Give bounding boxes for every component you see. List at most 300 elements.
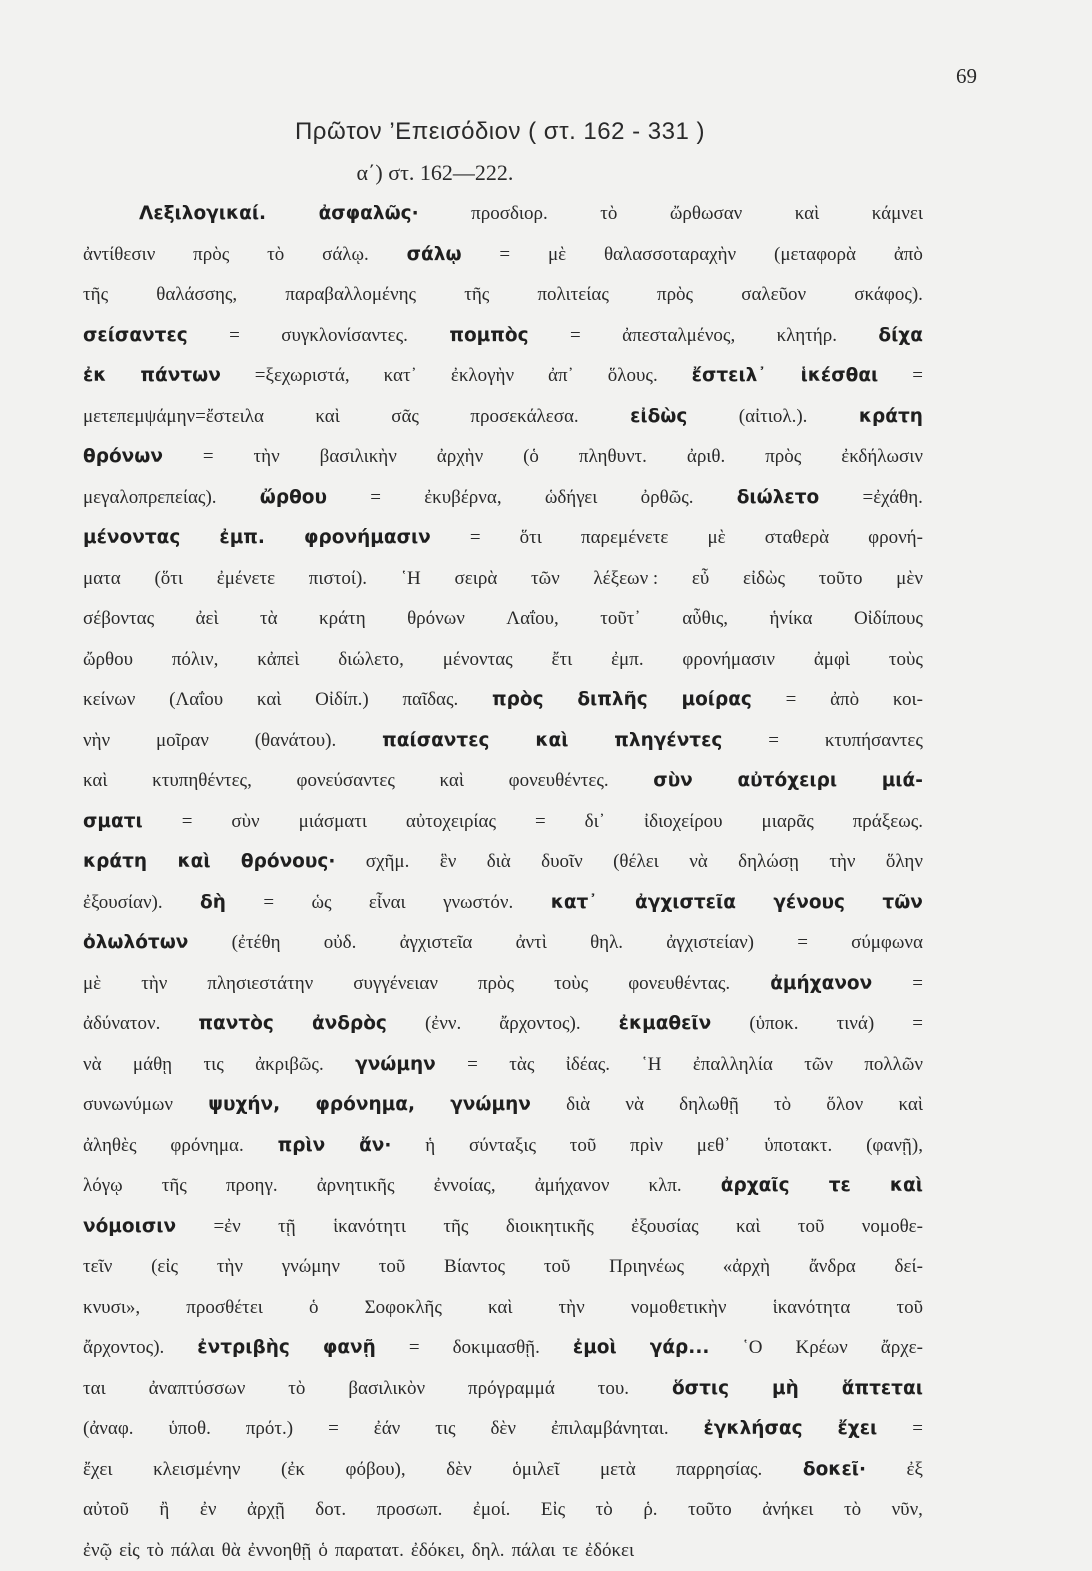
text-line (83, 437, 923, 478)
word: ῾Η (641, 1045, 661, 1086)
word: νομοθετικὴν (631, 1288, 727, 1329)
word: δυοῖν (541, 842, 583, 883)
word: ἀγχιστείαν) (666, 923, 754, 964)
word: ἀδύνατον. (83, 1004, 160, 1045)
word: = (912, 1409, 923, 1450)
word: πόλιν, (172, 640, 219, 681)
lemma: ἔστειλ᾽ (692, 356, 767, 397)
word: (Λαΐου (169, 680, 223, 721)
word: τε (562, 1531, 578, 1571)
text-line (83, 1166, 923, 1207)
word: τις (435, 1409, 455, 1450)
word: εἰδὼς (743, 559, 785, 600)
word: μὲ (83, 964, 101, 1005)
word: ἐξ (907, 1450, 923, 1491)
word: ἄνδρα (809, 1247, 856, 1288)
word: πρὸς (657, 275, 693, 316)
word: κοι- (893, 680, 923, 721)
lemma: μὴ (772, 1369, 799, 1410)
word: αὐτοῦ (83, 1490, 129, 1531)
word: μετὰ (600, 1450, 636, 1491)
lemma: ἄν· (359, 1126, 391, 1167)
text-line (83, 1450, 923, 1491)
text-line (83, 194, 923, 235)
word: καὶ (440, 761, 464, 802)
word: φόβου), (346, 1450, 406, 1491)
word: δηλ. (472, 1531, 505, 1571)
lemma: πρὶν (278, 1126, 326, 1167)
word: Λαΐου, (506, 599, 559, 640)
word: μεθ᾽ (697, 1126, 731, 1167)
word: ὡς (311, 883, 331, 924)
text-line (83, 883, 923, 924)
word: ὡδήγει (545, 478, 598, 519)
word: παρεμένετε (581, 518, 668, 559)
word: ἐννοίας, (434, 1166, 496, 1207)
lemma: σάλῳ (407, 235, 462, 276)
word: γνώμην (282, 1247, 340, 1288)
lemma: μοίρας (681, 680, 751, 721)
lemma: ψυχήν, (208, 1085, 280, 1126)
word: τοῦτ᾽ (600, 599, 641, 640)
word: ἐκλογὴν (451, 356, 514, 397)
text-line (83, 1126, 923, 1167)
word: ἀρχὴν (437, 437, 483, 478)
word: σειρὰ (455, 559, 498, 600)
lemma: γάρ... (650, 1328, 710, 1369)
word: δὲν (490, 1409, 516, 1450)
word: δὲν (446, 1450, 472, 1491)
text-line (83, 680, 923, 721)
word: του. (598, 1369, 629, 1410)
word: = (570, 316, 581, 357)
word: φονευθέντες. (509, 761, 609, 802)
word: ὀρθῶς. (641, 478, 694, 519)
word: ἡ (425, 1126, 435, 1167)
word: τῆς (443, 1207, 468, 1248)
text-line (83, 721, 923, 762)
word: ἐπαλληλία (693, 1045, 773, 1086)
word: ἀμφὶ (814, 640, 850, 681)
word: κτυπήσαντες (825, 721, 923, 762)
text-line (83, 275, 923, 316)
lemma: γνώμην (355, 1045, 436, 1086)
word: τοῦ (896, 1288, 923, 1329)
word: ἐκδήλωσιν (841, 437, 923, 478)
word: = (535, 802, 546, 843)
lemma: τε (829, 1166, 851, 1207)
word: ἀριθ. (687, 437, 725, 478)
word: ται (83, 1369, 106, 1410)
lemma: ἅπτεται (842, 1369, 923, 1410)
lemma: ἐκ (83, 356, 106, 397)
word: τὸ (600, 194, 617, 235)
word: Οἰδίπ.) (315, 680, 369, 721)
lemma: γνώμην (450, 1085, 531, 1126)
word: ἀληθὲς (83, 1126, 137, 1167)
word: λέξεων : (593, 559, 658, 600)
word: τοὺς (554, 964, 588, 1005)
word: (αἰτιολ.). (739, 397, 808, 438)
lemma: κράτη (859, 397, 923, 438)
lemma: ἐγκλήσας (704, 1409, 803, 1450)
word: αὖθις, (682, 599, 728, 640)
word: καὶ (736, 1207, 760, 1248)
text-line (83, 518, 923, 559)
lemma: εἰδὼς (630, 397, 687, 438)
word: ὁ (309, 1288, 319, 1329)
word: τῶν (531, 559, 560, 600)
lemma: πάντων (140, 356, 220, 397)
word: φονεύσαντες (296, 761, 394, 802)
word: κνυσι», (83, 1288, 140, 1329)
word: = (912, 964, 923, 1005)
lemma: δοκεῖ· (803, 1450, 866, 1491)
word: = (467, 1045, 478, 1086)
word: = (499, 235, 510, 276)
word: θαλασσοταραχὴν (604, 235, 736, 276)
word: δεί- (895, 1247, 923, 1288)
word: ἐδόκει (585, 1531, 634, 1571)
word: Πριηνέως (609, 1247, 684, 1288)
lemma: μένοντας (83, 518, 180, 559)
word: τεῖν (83, 1247, 112, 1288)
text-line (83, 478, 923, 519)
word: σκάφος). (854, 275, 923, 316)
text-line (83, 356, 923, 397)
word: ἀμήχανον (535, 1166, 610, 1207)
lemma: κράτη (83, 842, 147, 883)
word: τὸ (147, 1531, 164, 1571)
text-line (83, 1369, 923, 1410)
word: ἀεὶ (196, 599, 219, 640)
word: διὰ (487, 842, 511, 883)
text-line (83, 1045, 923, 1086)
word: γνωστόν. (443, 883, 513, 924)
word: φρονή- (868, 518, 923, 559)
lemma: ὅστις (672, 1369, 729, 1410)
text-line (83, 1085, 923, 1126)
word: ἐάν (374, 1409, 401, 1450)
word: ὤρθου (83, 640, 133, 681)
lemma: πρὸς (492, 680, 544, 721)
word: τὴν (829, 842, 855, 883)
lemma: φανῇ (323, 1328, 376, 1369)
lemma: κατ᾽ (551, 883, 598, 924)
word: (ἐκ (281, 1450, 305, 1491)
word: Βίαντος (444, 1247, 505, 1288)
word: ὅλον (826, 1085, 863, 1126)
lemma: ὀλωλότων (83, 923, 188, 964)
word: οὐδ. (324, 923, 357, 964)
text-line (83, 1328, 923, 1369)
word: προσεκάλεσα. (470, 397, 578, 438)
lemma: θρόνους· (241, 842, 335, 883)
word: νὴν (83, 721, 110, 762)
word: μὲ (548, 235, 566, 276)
word: ἓν (440, 842, 457, 883)
lemma: καὶ (535, 721, 568, 762)
lemma: νόμοισιν (83, 1207, 176, 1248)
word: ἀκριβῶς. (255, 1045, 324, 1086)
word: ὅλους. (608, 356, 658, 397)
word: = (229, 316, 240, 357)
word: προσδιορ. (471, 194, 548, 235)
lemma: σείσαντες (83, 316, 188, 357)
word: (ὑποκ. (749, 1004, 798, 1045)
word: τὸ (596, 1490, 613, 1531)
lemma: ἀμήχανον (770, 964, 872, 1005)
word: κτυπηθέντες, (152, 761, 252, 802)
word: ἄρχε- (881, 1328, 923, 1369)
word: δηλωθῇ (679, 1085, 739, 1126)
word: ἱκανότητα (773, 1288, 851, 1329)
lemma: παντὸς (198, 1004, 273, 1045)
text-line (83, 1490, 923, 1531)
word: τις (203, 1045, 223, 1086)
word: ἀρνητικῆς (317, 1166, 395, 1207)
word: τοὺς (889, 640, 923, 681)
word: (ἐτέθη (232, 923, 281, 964)
word: ἐν (200, 1490, 217, 1531)
lemma: ἐμπ. (219, 518, 265, 559)
word: ἰδέας. (566, 1045, 610, 1086)
word: σύμφωνα (851, 923, 923, 964)
word: = (328, 1409, 339, 1450)
lemma: ἀρχαῖς (721, 1166, 790, 1207)
text-line (83, 923, 923, 964)
word: (ὅτι (154, 559, 183, 600)
word: =ἐχάθη. (862, 478, 922, 519)
word: καὶ (83, 761, 107, 802)
lemma: σματι (83, 802, 143, 843)
word: =ἐν (213, 1207, 240, 1248)
lemma: ἱκέσθαι (801, 356, 879, 397)
word: τὰ (260, 599, 278, 640)
word: τὸ (288, 1369, 305, 1410)
word: ἀντὶ (516, 923, 547, 964)
word: = (786, 680, 797, 721)
word: τοῦ (544, 1247, 571, 1288)
word: δοκιμασθῇ. (453, 1328, 540, 1369)
word: τὴν (559, 1288, 585, 1329)
word: κείνων (83, 680, 135, 721)
word: = (263, 883, 274, 924)
page-subtitle: α΄) στ. 162—222. (0, 160, 870, 186)
word: (ὁ (523, 437, 539, 478)
word: ὅλην (886, 842, 923, 883)
word: τῆς (464, 275, 489, 316)
lemma: γένους (773, 883, 845, 924)
text-line (83, 397, 923, 438)
lemma: φρόνημα, (315, 1085, 415, 1126)
word: = (182, 802, 193, 843)
lemma: πληγέντες (614, 721, 722, 762)
word: ἀπὸ (830, 680, 859, 721)
word: ἀπεσταλμένος, (622, 316, 735, 357)
word: = (768, 721, 779, 762)
word: συγκλονίσαντες. (281, 316, 408, 357)
lemma: θρόνων (83, 437, 163, 478)
word: μιάσματι (299, 802, 367, 843)
word: θρόνων (407, 599, 465, 640)
word: Εἰς (541, 1490, 565, 1531)
lemma: πομπὸς (449, 316, 528, 357)
word: νὰ (625, 1085, 644, 1126)
page-title: Πρῶτον ’Επεισόδιον ( στ. 162 - 331 ) (0, 118, 1000, 146)
word: ἀντίθεσιν (83, 235, 155, 276)
word: πολιτείας (537, 275, 608, 316)
text-line (83, 761, 923, 802)
word: ὁ (318, 1531, 328, 1571)
word: καὶ (315, 397, 339, 438)
word: ἐμπ. (611, 640, 644, 681)
word: ἀπὸ (894, 235, 923, 276)
word: (θέλει (613, 842, 659, 883)
word: τῆς (83, 275, 108, 316)
word: τοῦτο (688, 1490, 732, 1531)
word: ἐδόκει, (411, 1531, 465, 1571)
word: τοῦ (798, 1207, 825, 1248)
word: (ἀναφ. (83, 1409, 134, 1450)
word: εὖ (692, 559, 709, 600)
word: νομοθε- (862, 1207, 923, 1248)
word: ὑποθ. (169, 1409, 211, 1450)
word: ματα (83, 559, 121, 600)
page-number: 69 (956, 64, 977, 89)
word: πρόγραμμά (468, 1369, 555, 1410)
word: ἢ (159, 1490, 169, 1531)
word: βασιλικὴν (320, 437, 397, 478)
word: πλησιεστάτην (207, 964, 313, 1005)
text-line (83, 964, 923, 1005)
word: ἄρχοντος). (499, 1004, 580, 1045)
word: (θανάτου). (255, 721, 337, 762)
text-line (83, 316, 923, 357)
word: ἐκυβέρνα, (424, 478, 501, 519)
word: κλητήρ. (777, 316, 837, 357)
word: σάλῳ. (322, 235, 369, 276)
word: δηλώσῃ (738, 842, 799, 883)
word: πάλαι (171, 1531, 215, 1571)
text-line (83, 802, 923, 843)
word: κατ᾽ (384, 356, 417, 397)
word: παραβαλλομένης (285, 275, 416, 316)
word: διοικητικῆς (506, 1207, 594, 1248)
word: προσθέτει (186, 1288, 263, 1329)
word: μιαρᾶς (762, 802, 814, 843)
word: ῾Η (401, 559, 421, 600)
word: πάλαι (512, 1531, 556, 1571)
word: «ἀρχὴ (723, 1247, 770, 1288)
word: τὸ (844, 1490, 861, 1531)
word: προσωπ. (377, 1490, 443, 1531)
word: (εἰς (151, 1247, 178, 1288)
word: τῆς (162, 1166, 187, 1207)
word: σχῆμ. (366, 842, 410, 883)
text-line (83, 1004, 923, 1045)
word: = (409, 1328, 420, 1369)
text-line (83, 1288, 923, 1329)
word: ῾Ο (742, 1328, 762, 1369)
word: πολλῶν (864, 1045, 923, 1086)
word: δι᾽ (585, 802, 605, 843)
text-line (83, 640, 923, 681)
word: συνωνύμων (83, 1085, 173, 1126)
lemma: δίχα (878, 316, 923, 357)
word: παρρησίας. (676, 1450, 762, 1491)
word: τοῦ (379, 1247, 406, 1288)
lemma: τῶν (882, 883, 923, 924)
word: ἔτι (552, 640, 573, 681)
word: (ἐνν. (425, 1004, 461, 1045)
word: τὸ (774, 1085, 791, 1126)
text-line (83, 1409, 923, 1450)
word: σύνταξις (469, 1126, 536, 1167)
word: ὤρθωσαν (670, 194, 742, 235)
word: τῶν (804, 1045, 833, 1086)
word: φονευθέντας. (628, 964, 730, 1005)
text-line (83, 559, 923, 600)
lemma: αὐτόχειρι (737, 761, 837, 802)
word: νὰ (83, 1045, 102, 1086)
lemma: δὴ (200, 883, 226, 924)
word: μετεπεμψάμην=ἔστειλα (83, 397, 264, 438)
word: κάμνει (872, 194, 923, 235)
text-line (83, 842, 923, 883)
word: τοῦτο (819, 559, 863, 600)
word: ἐξουσίαν). (83, 883, 163, 924)
word: κἀπεὶ (257, 640, 299, 681)
lemma: διώλετο (737, 478, 820, 519)
word: κλεισμένην (153, 1450, 240, 1491)
word: διώλετο, (338, 640, 404, 681)
word: ὅτι (520, 518, 542, 559)
lemma: ἔχει (838, 1409, 878, 1450)
lemma: παίσαντες (382, 721, 489, 762)
word: ἔχει (83, 1450, 113, 1491)
word: πρότ.) (246, 1409, 293, 1450)
word: μοῖραν (156, 721, 209, 762)
word: νῦν, (892, 1490, 923, 1531)
lemma: διπλῆς (577, 680, 647, 721)
word: (μεταφορὰ (774, 235, 856, 276)
word: κράτη (319, 599, 366, 640)
text-line (83, 1207, 923, 1248)
lemma: καὶ (177, 842, 210, 883)
lemma: καὶ (890, 1166, 923, 1207)
word: ἐξουσίας (631, 1207, 698, 1248)
word: τῇ (278, 1207, 296, 1248)
word: παρατατ. (335, 1531, 404, 1571)
word: ὁμιλεῖ (512, 1450, 559, 1491)
word: διὰ (566, 1085, 590, 1126)
lemma: Λεξιλογικαί. (139, 194, 266, 235)
word: ἄρχοντος). (83, 1328, 164, 1369)
word: Σοφοκλῆς (365, 1288, 442, 1329)
word: συγγένειαν (353, 964, 438, 1005)
word: πρὸς (478, 964, 514, 1005)
word: λόγῳ (83, 1166, 123, 1207)
word: μεγαλοπρεπείας). (83, 478, 217, 519)
word: θαλάσσης, (156, 275, 237, 316)
word: θὰ (222, 1531, 241, 1571)
word: ἀναπτύσσων (149, 1369, 246, 1410)
word: τὴν (254, 437, 280, 478)
word: πιστοί). (309, 559, 367, 600)
word: παῖδας. (402, 680, 458, 721)
word: τὴν (217, 1247, 243, 1288)
